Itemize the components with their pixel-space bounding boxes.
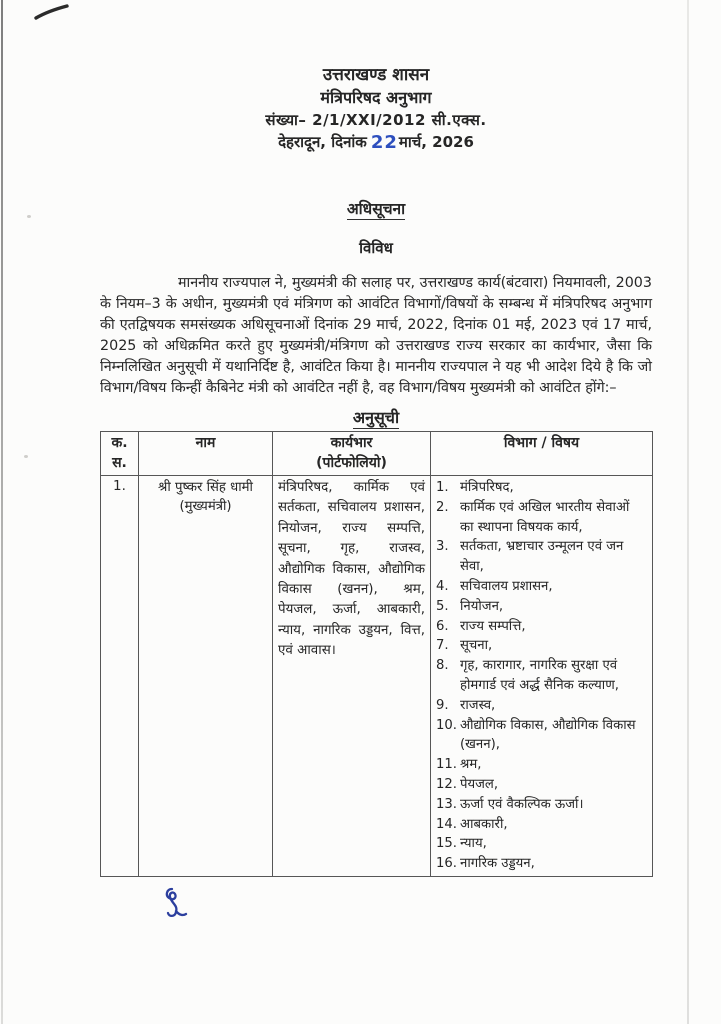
department-number: 4. <box>436 578 449 594</box>
notification-title: अधिसूचना <box>346 200 406 218</box>
cell-portfolio: मंत्रिपरिषद, कार्मिक एवं सर्तकता, सचिवालय प्रशासन, नियोजन, राज्य सम्पत्ति, सूचना, गृह, राजस्व, औद्योगिक विकास, औद्योगिक विकास (खनन), श्रम, पेयजल, ऊर्जा, आबकारी, न्याय, नागरिक उड्डयन, वित्त, एवं आवास। <box>273 476 431 877</box>
department-list-item <box>436 755 647 775</box>
department-number: 3. <box>436 539 449 555</box>
department-text: सूचना, <box>460 638 493 654</box>
pen-stroke-mark-icon <box>33 3 71 23</box>
scan-edge-line-left <box>1 0 3 1024</box>
department-number: 9. <box>436 697 449 713</box>
table-header-row <box>101 432 653 476</box>
department-list-item <box>436 716 647 756</box>
department-list-item <box>436 636 647 656</box>
department-text: गृह, कारागार, नागरिक सुरक्षा एवं होमगार्ड एवं अर्द्ध सैनिक कल्याण, <box>460 658 619 693</box>
department-number: 7. <box>436 638 449 654</box>
department-text: नागरिक उड्डयन, <box>460 856 535 872</box>
handwritten-initial-mark <box>162 886 192 926</box>
department-text: राज्य सम्पत्ति, <box>460 618 526 634</box>
department-list-item <box>436 617 647 637</box>
department-number: 6. <box>436 618 449 634</box>
col-header-name: नाम <box>139 432 273 476</box>
department-text: आबकारी, <box>460 816 508 832</box>
cell-departments <box>431 476 653 877</box>
department-list-item <box>436 498 647 538</box>
department-list-item <box>436 795 647 815</box>
department-list-item <box>436 854 647 874</box>
department-number: 16. <box>436 856 457 872</box>
department-number: 2. <box>436 499 449 515</box>
org-name: उत्तराखण्ड शासन <box>322 65 430 85</box>
department-list-item <box>436 696 647 716</box>
department-text: कार्मिक एवं अखिल भारतीय सेवाओं का स्थापना विषयक कार्य, <box>460 499 630 535</box>
scan-edge-line-right <box>687 0 689 1024</box>
department-number: 13. <box>436 796 457 812</box>
col-header-serial: क. स. <box>101 432 139 476</box>
department-text: ऊर्जा एवं वैकल्पिक ऊर्जा। <box>460 796 584 812</box>
minister-designation: (मुख्यमंत्री) <box>179 499 232 514</box>
department-text: मंत्रिपरिषद, <box>460 480 514 495</box>
category-heading: विविध <box>359 239 393 257</box>
department-list-item <box>436 478 647 498</box>
department-number: 5. <box>436 598 449 614</box>
date-suffix: मार्च, 2026 <box>398 133 474 151</box>
scan-speck <box>27 215 31 218</box>
department-list-item <box>436 834 647 854</box>
department-list-item <box>436 577 647 597</box>
department-number: 10. <box>436 717 457 733</box>
schedule-table <box>100 431 653 877</box>
departments-list <box>436 478 647 874</box>
department-text: नियोजन, <box>460 598 504 614</box>
department-number: 12. <box>436 776 457 792</box>
place-date-prefix: देहरादून, दिनांक <box>278 133 367 151</box>
department-number: 14. <box>436 816 457 832</box>
table-row <box>101 476 653 877</box>
minister-name: श्री पुष्कर सिंह धामी <box>158 480 253 495</box>
department-text: सचिवालय प्रशासन, <box>460 578 553 594</box>
cell-name <box>139 476 273 877</box>
department-text: पेयजल, <box>460 776 499 792</box>
department-text: औद्योगिक विकास, औद्योगिक विकास (खनन), <box>460 717 636 753</box>
department-list-item <box>436 537 647 577</box>
col-header-portfolio: कार्यभार (पोर्टफोलियो) <box>273 432 431 476</box>
department-number: 15. <box>436 836 457 852</box>
department-number: 8. <box>436 658 449 674</box>
document-content <box>100 0 652 930</box>
col-header-departments: विभाग / विषय <box>431 432 653 476</box>
department-text: सर्तकता, भ्रष्टाचार उन्मूलन एवं जन सेवा, <box>460 539 624 575</box>
place-and-date <box>100 131 652 153</box>
body-paragraph: माननीय राज्यपाल ने, मुख्यमंत्री की सलाह पर, उत्तराखण्ड कार्य(बंटवारा) नियमावली, 2003 के नियम–3 के अधीन, मुख्यमंत्री एवं मंत्रिगण को आवंटित विभागों/विषयों के सम्बन्ध में मंत्रिपरिषद अनुभाग की एतद्विषयक समसंख्यक अधिसूचनाओं दिनांक 29 मार्च, 2022, दिनांक 01 मई, 2023 एवं 17 मार्च, 2025 को अधिक्रमित करते हुए मुख्यमंत्री/मंत्रिगण को उत्तराखण्ड राज्य सरकार का कार्यभार, जैसा कि निम्नलिखित अनुसूची में यथानिर्दिष्ट है, आवंटित किया है। माननीय राज्यपाल ने यह भी आदेश दिये है कि जो विभाग/विषय किन्हीं कैबिनेट मंत्री को आवंटित नहीं है, वह विभाग/विषय मुख्यमंत्री को आवंटित होंगे:– <box>100 275 652 396</box>
department-list-item <box>436 775 647 795</box>
department-text: श्रम, <box>460 757 482 773</box>
scan-speck <box>24 455 28 458</box>
department-number: 11. <box>436 757 457 773</box>
schedule-title: अनुसूची <box>352 408 400 427</box>
handwritten-day: 22 <box>370 132 398 153</box>
department-text: न्याय, <box>460 836 487 852</box>
reference-number: संख्या– 2/1/XXI/2012 सी.एक्स. <box>265 111 487 129</box>
department-name: मंत्रिपरिषद अनुभाग <box>320 88 432 107</box>
department-list-item <box>436 656 647 696</box>
cell-serial: 1. <box>101 476 139 877</box>
letterhead <box>100 64 652 153</box>
department-list-item <box>436 597 647 617</box>
department-number: 1. <box>436 480 449 495</box>
department-text: राजस्व, <box>460 697 496 713</box>
department-list-item <box>436 815 647 835</box>
